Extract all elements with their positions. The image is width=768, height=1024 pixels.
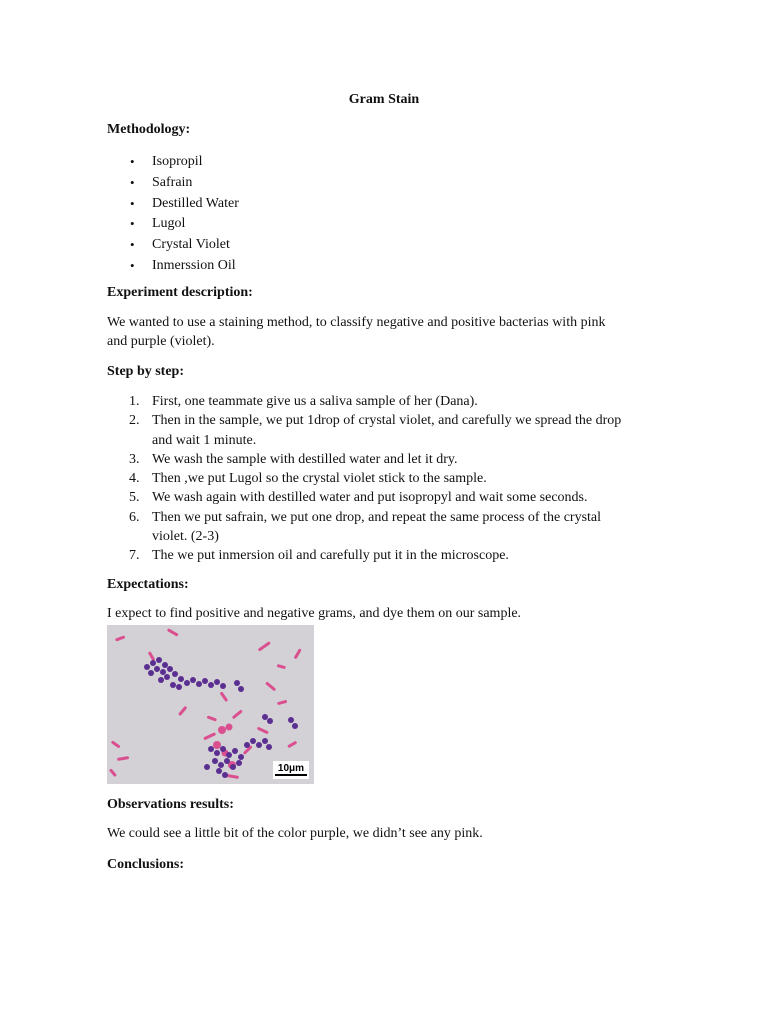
list-item: • Safrain	[107, 173, 239, 194]
list-item: • Lugol	[107, 214, 239, 235]
list-item: 6. Then we put safrain, we put one drop, and repeat the same process of the crystal violet. (2-3)	[129, 509, 602, 545]
bullet-icon: •	[130, 257, 135, 273]
list-item: 5. We wash again with destilled water and put isopropyl and wait some seconds.	[129, 490, 588, 506]
experiment-heading: Experiment description:	[107, 285, 253, 300]
list-item: • Crystal Violet	[107, 235, 239, 256]
list-item: 2. Then in the sample, we put 1drop of crystal violet, and carefully we spread the drop and wait 1 minute.	[129, 413, 622, 448]
list-item: 1. First, one teammate give us a saliva sample of her (Dana).	[129, 394, 478, 409]
bullet-icon: •	[130, 174, 135, 190]
list-item: 7. The we put inmersion oil and carefully put it in the microscope.	[129, 548, 509, 564]
document-title: Gram Stain	[348, 92, 420, 107]
observations-text: We could see a little bit of the color purple, we didn’t see any pink.	[107, 826, 483, 841]
observations-heading: Observations results:	[107, 797, 234, 812]
list-item: 3. We wash the sample with destilled water and let it dry.	[129, 451, 458, 467]
scale-bar	[275, 774, 307, 776]
experiment-text-line2: and purple (violet).	[107, 334, 215, 349]
experiment-text-line1: We wanted to use a staining method, to classify negative and positive bacterias with pink	[107, 315, 606, 330]
list-item: 4. Then ,we put Lugol so the crystal violet stick to the sample.	[129, 471, 487, 487]
steps-list	[107, 392, 667, 566]
expectations-heading: Expectations:	[107, 577, 189, 592]
methodology-list	[107, 152, 239, 277]
bullet-icon: •	[130, 154, 135, 169]
bullet-icon: •	[130, 237, 135, 253]
list-item: • Inmerssion Oil	[107, 256, 239, 277]
bullet-icon: •	[130, 195, 135, 211]
list-item: • Isopropil	[107, 152, 239, 173]
methodology-heading: Methodology:	[107, 122, 191, 137]
steps-heading: Step by step:	[107, 364, 185, 379]
list-item: • Destilled Water	[107, 194, 239, 215]
bullet-icon: •	[130, 216, 135, 232]
scale-bar-label: 10μm	[277, 763, 305, 774]
expectations-text: I expect to find positive and negative grams, and dye them on our sample.	[107, 606, 522, 621]
conclusions-heading: Conclusions:	[107, 857, 185, 872]
micrograph-image	[107, 625, 314, 784]
